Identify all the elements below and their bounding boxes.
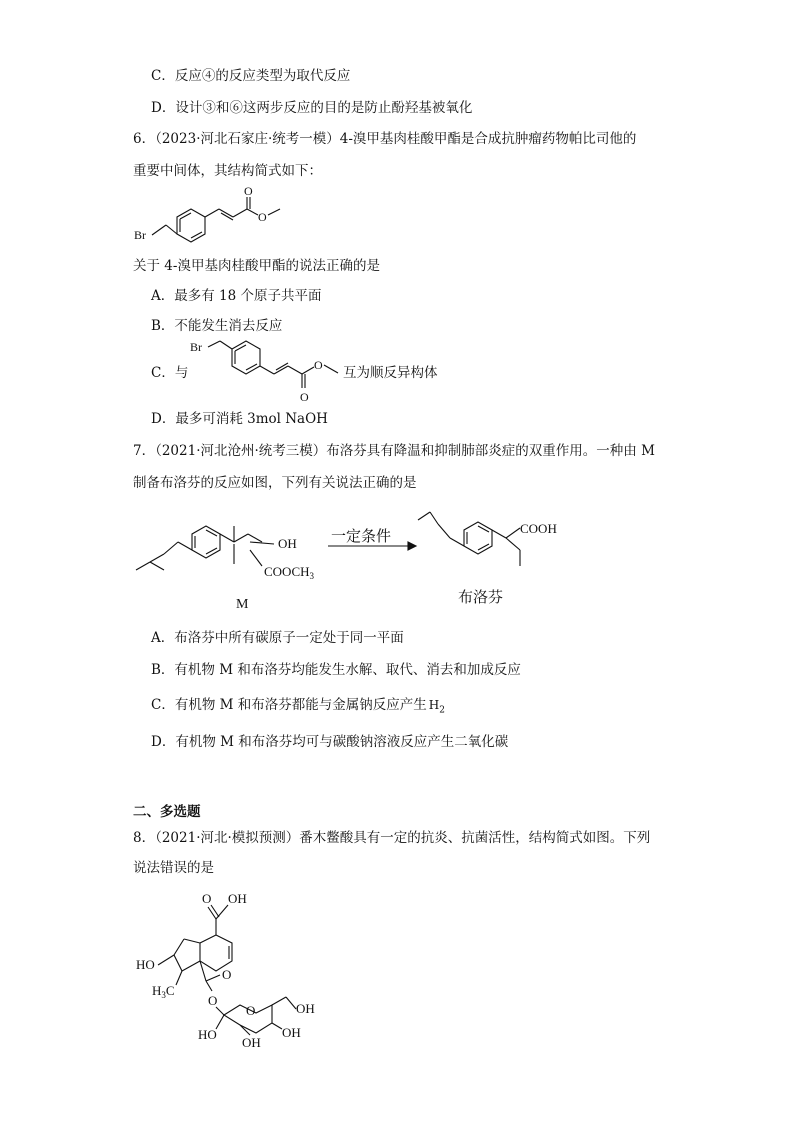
q6-option-a: A．最多有 18 个原子共平面 bbox=[151, 288, 322, 304]
q8-stem-line2: 说法错误的是 bbox=[133, 860, 214, 876]
q6c-carbonyl-o: O bbox=[300, 390, 309, 404]
q8-oh-right: OH bbox=[296, 1001, 315, 1016]
q6-option-c-suffix: 互为顺反异构体 bbox=[343, 365, 438, 381]
q7-option-b: B．有机物 M 和布洛芬均能发生水解、取代、消去和加成反应 bbox=[151, 662, 521, 678]
q6-structure bbox=[130, 185, 290, 255]
q8-o-sugar: O bbox=[246, 1003, 256, 1018]
m-label: M bbox=[236, 597, 249, 612]
q6-br-label: Br bbox=[134, 228, 146, 242]
q8-structure bbox=[128, 885, 328, 1050]
q7-option-c: C．有机物 M 和布洛芬都能与金属钠反应产生 $H_2$ bbox=[151, 697, 445, 716]
q6-option-c-prefix: C．与 bbox=[151, 365, 189, 381]
q6-ester-o: O bbox=[258, 210, 267, 224]
q8-o-link: O bbox=[208, 993, 218, 1008]
q7-option-a: A．布洛芬中所有碳原子一定处于同一平面 bbox=[151, 630, 404, 646]
q6-option-b: B．不能发生消去反应 bbox=[151, 318, 283, 334]
q6-option-c-structure bbox=[188, 335, 343, 407]
q8-o-ring: O bbox=[222, 967, 232, 982]
q6-option-d: D．最多可消耗 3mol NaOH bbox=[151, 411, 328, 427]
q8-ho-left: HO bbox=[136, 957, 155, 972]
q6c-ester-o: O bbox=[314, 358, 323, 372]
arrow-condition-label: 一定条件 bbox=[331, 529, 392, 545]
section-title: 二、多选题 bbox=[133, 804, 201, 820]
q6-question: 关于 4-溴甲基肉桂酸甲酯的说法正确的是 bbox=[133, 258, 380, 274]
q7-option-d: D．有机物 M 和布洛芬均可与碳酸钠溶液反应产生二氧化碳 bbox=[151, 734, 509, 750]
cooh-label: COOH bbox=[520, 521, 557, 536]
q7-stem-line2: 制备布洛芬的反应如图，下列有关说法正确的是 bbox=[133, 475, 417, 491]
q8-o-top: O bbox=[202, 891, 212, 906]
q8-oh-top: OH bbox=[228, 891, 247, 906]
q6-stem-line1: 6．（2023·河北石家庄·统考一模）4-溴甲基肉桂酸甲酯是合成抗肿瘤药物帕比司他的 bbox=[133, 131, 637, 147]
q6-stem-line2: 重要中间体，其结构简式如下： bbox=[133, 163, 322, 179]
q8-h3c-label: $H_3C$ bbox=[152, 983, 175, 1000]
q8-ho-b1: HO bbox=[198, 1027, 217, 1042]
q8-stem-line1: 8．（2021·河北·模拟预测）番木鳖酸具有一定的抗炎、抗菌活性，结构简式如图。下列 bbox=[133, 830, 651, 846]
q6-carbonyl-o: O bbox=[244, 185, 253, 198]
q7-stem-line1: 7．（2021·河北沧州·统考三模）布洛芬具有降温和抑制肺部炎症的双重作用。一种由 M bbox=[133, 443, 655, 459]
q8-oh-b2: OH bbox=[242, 1035, 261, 1050]
ibuprofen-label: 布洛芬 bbox=[458, 590, 504, 606]
q6c-br-label: Br bbox=[190, 340, 202, 354]
q7-reaction-scheme bbox=[128, 498, 598, 618]
q8-oh-b3: OH bbox=[282, 1025, 301, 1040]
m-oh-label: OH bbox=[278, 536, 297, 551]
m-ester-label: $COOCH_3$ bbox=[264, 564, 315, 581]
q5-option-c: C．反应④的反应类型为取代反应 bbox=[151, 68, 351, 84]
q5-option-d: D．设计③和⑥这两步反应的目的是防止酚羟基被氧化 bbox=[151, 100, 473, 116]
